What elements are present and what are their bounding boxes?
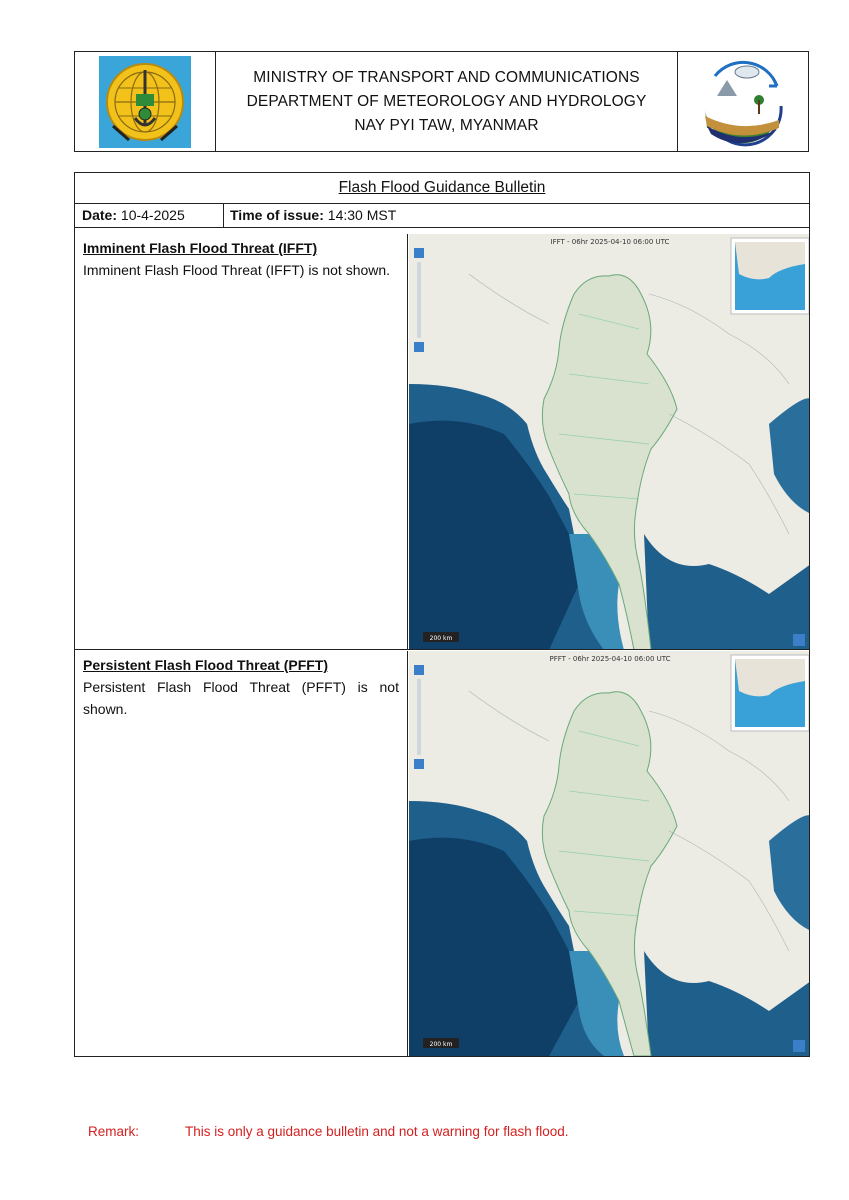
right-logo-cell — [677, 52, 808, 151]
remark-text: This is only a guidance bulletin and not a warning for flash flood. — [185, 1124, 569, 1139]
time-cell — [224, 203, 396, 227]
ifft-map — [409, 234, 809, 649]
pfft-description: Persistent Flash Flood Threat (PFFT) is not shown. — [83, 679, 399, 717]
bulletin-title: Flash Flood Guidance Bulletin — [75, 173, 809, 204]
ifft-map-scale: 200 km — [429, 635, 453, 642]
time-value: 14:30 MST — [327, 207, 397, 223]
pfft-map-image — [409, 651, 809, 1056]
pfft-text-cell — [75, 651, 408, 1056]
letterhead — [74, 51, 809, 152]
ministry-title-block — [216, 52, 677, 151]
ifft-description: Imminent Flash Flood Threat (IFFT) is not shown. — [83, 262, 391, 278]
bulletin-table — [74, 172, 810, 1057]
pfft-map-caption: PFFT - 06hr 2025-04-10 06:00 UTC — [549, 655, 671, 663]
ifft-map-image — [409, 234, 809, 649]
location-name: NAY PYI TAW, MYANMAR — [354, 116, 539, 134]
date-value: 10-4-2025 — [120, 207, 185, 223]
issue-info-row — [75, 203, 809, 228]
pfft-heading: Persistent Flash Flood Threat (PFFT) — [83, 657, 329, 673]
pfft-section — [75, 651, 809, 1056]
hydrological-cycle-icon — [697, 56, 789, 148]
ifft-map-caption: IFFT - 06hr 2025-04-10 06:00 UTC — [550, 238, 670, 246]
pfft-map — [409, 651, 809, 1056]
remark-label: Remark: — [88, 1124, 140, 1139]
ifft-heading: Imminent Flash Flood Threat (IFFT) — [83, 240, 318, 256]
department-emblem-icon — [99, 56, 191, 148]
ministry-name: MINISTRY OF TRANSPORT AND COMMUNICATIONS — [253, 68, 640, 86]
remark — [88, 1124, 568, 1139]
ifft-text-cell — [75, 234, 408, 649]
ifft-section — [75, 234, 809, 650]
date-cell — [75, 203, 224, 227]
left-logo-cell — [75, 52, 216, 151]
department-name: DEPARTMENT OF METEOROLOGY AND HYDROLOGY — [246, 92, 647, 110]
date-label: Date: — [82, 207, 118, 223]
time-label: Time of issue: — [230, 207, 324, 223]
pfft-map-scale: 200 km — [429, 1041, 453, 1048]
